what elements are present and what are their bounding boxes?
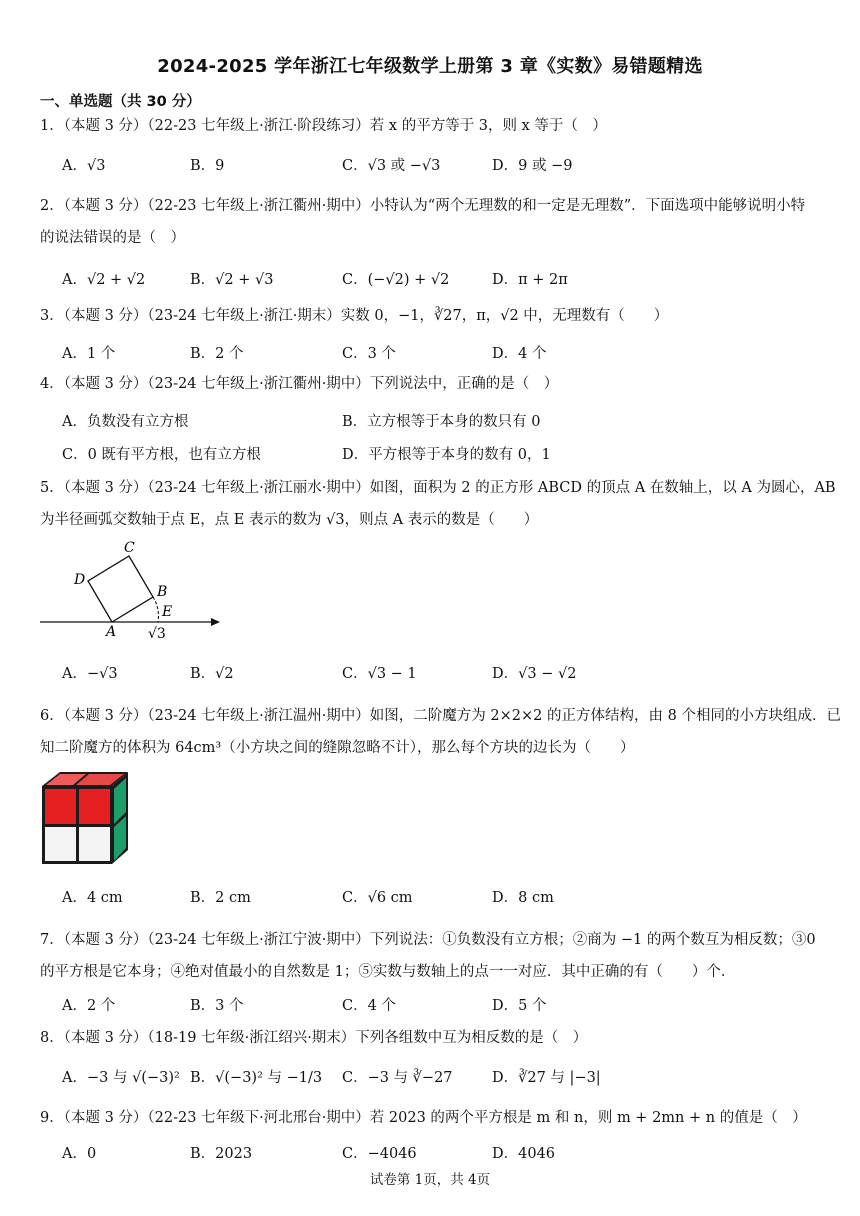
option-c[interactable]: C．−3 与 ∛−27 [342,1070,453,1086]
question-number: 9． [40,1110,64,1126]
question-2 [40,192,825,252]
option-d[interactable]: D．4046 [492,1146,556,1162]
question-text: （本题 3 分）（22-23 七年级上·浙江·阶段练习）若 x 的平方等于 3，则 x 等于（ ） [63,118,607,134]
option-b[interactable]: B．2 个 [190,346,244,362]
label-a: A [106,624,117,640]
option-d[interactable]: D．4 个 [492,346,547,362]
question-1 [40,112,825,140]
option-a[interactable]: A．4 cm [62,890,123,906]
option-b[interactable]: B．3 个 [190,998,244,1014]
square-abcd [88,556,153,622]
option-d[interactable]: D．5 个 [492,998,547,1014]
option-c[interactable]: C．0 既有平方根，也有立方根 [62,447,261,463]
page-footer: 试卷第 1页，共 4页 [369,1172,491,1188]
question-3 [40,302,825,330]
rubiks-cube-image [40,770,130,866]
question-number: 8． [40,1030,64,1046]
question-number: 7． [40,932,64,948]
question-text: （本题 3 分）（22-23 七年级下·河北邢台·期中）若 2023 的两个平方根是 m 和 n，则 m + 2mn + n 的值是（ ） [63,1110,807,1126]
option-c[interactable]: C．−4046 [342,1146,417,1162]
option-b[interactable]: B．立方根等于本身的数只有 0 [342,414,541,430]
label-d: D [74,572,86,588]
question-4 [40,370,825,398]
question-9 [40,1104,825,1132]
option-b[interactable]: B．√2 [190,666,234,682]
question-text: （本题 3 分）（23-24 七年级上·浙江温州·期中）如图，二阶魔方为 2×2×2 的正方体结构，由 8 个相同的小方块组成．已 [63,708,841,724]
question-text-cont: 的平方根是它本身；④绝对值最小的自然数是 1；⑤实数与数轴上的点一一对应．其中正确的有（ ）个． [40,964,736,980]
arc-ae [153,597,158,622]
question-number: 6． [40,708,64,724]
option-d[interactable]: D．平方根等于本身的数有 0，1 [342,447,551,463]
question-text: （本题 3 分）（23-24 七年级上·浙江衢州·期中）下列说法中，正确的是（ ） [63,376,559,392]
question-text-cont: 知二阶魔方的体积为 64cm³（小方块之间的缝隙忽略不计），那么每个方块的边长为（ ） [40,740,635,756]
label-c: C [124,540,135,556]
option-d[interactable]: D．∛27 与 |−3| [492,1070,601,1086]
option-b[interactable]: B．2 cm [190,890,251,906]
option-a[interactable]: A．√2 + √2 [62,272,146,288]
option-a[interactable]: A．√3 [62,158,106,174]
question-7 [40,926,825,986]
question-text: （本题 3 分）（23-24 七年级上·浙江丽水·期中）如图，面积为 2 的正方形 ABCD 的顶点 A 在数轴上，以 A 为圆心，AB [63,480,836,496]
question-6 [40,702,841,762]
section-heading: 一、单选题（共 30 分） [40,94,201,110]
question-text-cont: 为半径画弧交数轴于点 E，点 E 表示的数为 √3，则点 A 表示的数是（ ） [40,512,539,528]
page-title: 2024-2025 学年浙江七年级数学上册第 3 章《实数》易错题精选 [157,56,703,77]
question-text-cont: 的说法错误的是（ ） [40,230,185,246]
option-c[interactable]: C．3 个 [342,346,396,362]
question-text: （本题 3 分）（22-23 七年级上·浙江衢州·期中）小特认为“两个无理数的和一定是无理数”．下面选项中能够说明小特 [63,198,806,214]
label-b: B [157,584,168,600]
square-number-line-figure [38,536,238,646]
label-sqrt3: √3 [148,626,166,642]
question-8 [40,1024,825,1052]
question-number: 2． [40,198,64,214]
option-d[interactable]: D．8 cm [492,890,554,906]
label-e: E [162,604,173,620]
option-c[interactable]: C．4 个 [342,998,396,1014]
question-5 [40,474,836,534]
option-d[interactable]: D．9 或 −9 [492,158,573,174]
option-b[interactable]: B．9 [190,158,225,174]
option-a[interactable]: A．1 个 [62,346,116,362]
option-c[interactable]: C．√3 或 −√3 [342,158,441,174]
option-c[interactable]: C．√6 cm [342,890,413,906]
question-number: 3． [40,308,64,324]
arrow-head [211,618,220,626]
option-a[interactable]: A．2 个 [62,998,116,1014]
option-a[interactable]: A．0 [62,1146,97,1162]
question-number: 5． [40,480,64,496]
question-number: 1． [40,118,64,134]
question-text: （本题 3 分）（18-19 七年级·浙江绍兴·期末）下列各组数中互为相反数的是（ ） [63,1030,588,1046]
option-b[interactable]: B．√2 + √3 [190,272,274,288]
question-text: （本题 3 分）（23-24 七年级上·浙江宁波·期中）下列说法：①负数没有立方根；②商为 −1 的两个数互为相反数；③0 [63,932,816,948]
question-number: 4． [40,376,64,392]
option-b[interactable]: B．√(−3)² 与 −1/3 [190,1070,323,1086]
option-c[interactable]: C．√3 − 1 [342,666,417,682]
option-a[interactable]: A．−3 与 √(−3)² [62,1070,180,1086]
option-a[interactable]: A．−√3 [62,666,118,682]
option-d[interactable]: D．π + 2π [492,272,568,288]
question-text: （本题 3 分）（23-24 七年级上·浙江·期末）实数 0，−1，∛27，π，√2 中，无理数有（ ） [63,308,669,324]
option-c[interactable]: C．(−√2) + √2 [342,272,450,288]
option-d[interactable]: D．√3 − √2 [492,666,577,682]
option-a[interactable]: A．负数没有立方根 [62,414,189,430]
option-b[interactable]: B．2023 [190,1146,253,1162]
